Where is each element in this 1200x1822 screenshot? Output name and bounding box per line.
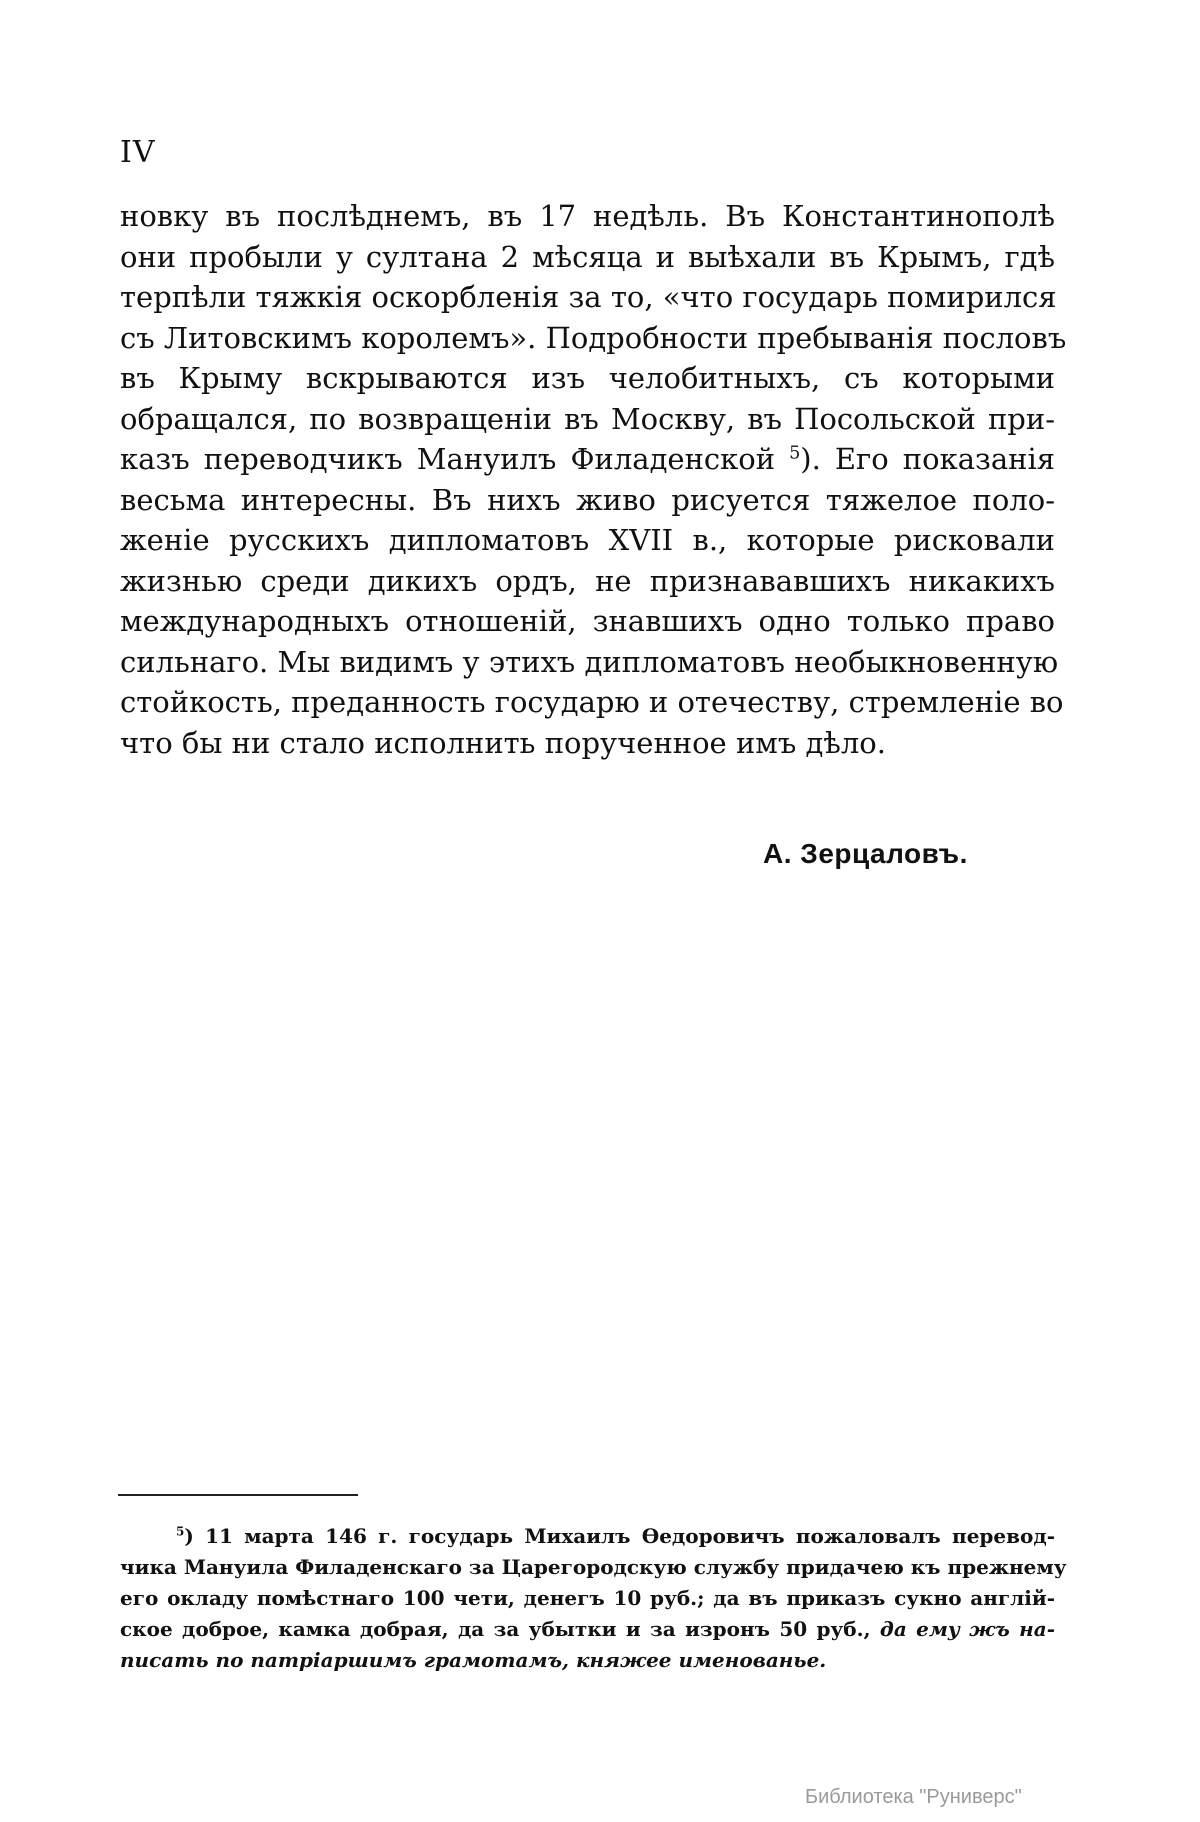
body-line-tail: ). Его показанія bbox=[800, 442, 1056, 476]
footnote-italic-text: писать по патріаршимъ грамотамъ, княжее именованье. bbox=[120, 1648, 827, 1672]
body-line: весьма интересны. Въ нихъ живо рисуется тяжелое поло- bbox=[120, 482, 1055, 517]
body-line: они пробыли у султана 2 мѣсяца и выѣхали въ Крымъ, гдѣ bbox=[120, 239, 1055, 274]
library-watermark: Библиотека "Руниверс" bbox=[805, 1786, 1022, 1808]
body-line: жизнью среди дикихъ ордъ, не признававшихъ никакихъ bbox=[120, 563, 1055, 598]
footnote-line-text: ское доброе, камка добрая, да за убытки и за изронъ 50 руб., bbox=[120, 1617, 871, 1641]
footnote-marker: 5 bbox=[176, 1524, 185, 1539]
body-line: въ Крыму вскрываются изъ челобитныхъ, съ которыми bbox=[120, 361, 1055, 395]
body-line: женіе русскихъ дипломатовъ XVII в., которые рисковали bbox=[120, 523, 1055, 557]
footnote-line: чика Мануила Филаденскаго за Царегородскую службу придачею къ прежнему bbox=[120, 1555, 1067, 1579]
body-line-with-footnote-ref bbox=[120, 439, 1055, 480]
footnote-reference[interactable]: 5 bbox=[789, 443, 801, 464]
body-line: сильнаго. Мы видимъ у этихъ дипломатовъ необыкновенную bbox=[120, 644, 1059, 679]
footnote-line-text: ) 11 марта 146 г. государь Михаилъ Ѳедоровичъ пожаловалъ перевод- bbox=[184, 1524, 1055, 1548]
author-signature: А. Зерцаловъ. bbox=[763, 838, 968, 869]
body-line-text: казъ переводчикъ Мануилъ Филаденской bbox=[120, 442, 776, 476]
body-line: съ Литовскимъ королемъ». Подробности пребыванія пословъ bbox=[120, 320, 1067, 355]
body-line: терпѣли тяжкія оскорбленія за то, «что государь помирился bbox=[120, 280, 1057, 314]
footnote-line bbox=[120, 1521, 1055, 1552]
body-line: стойкость, преданность государю и отечеству, стремленіе во bbox=[120, 685, 1064, 719]
page-number: IV bbox=[120, 135, 156, 170]
body-line: что бы ни стало исполнить порученное имъ дѣло. bbox=[120, 725, 886, 760]
footnote-italic-text: да ему жъ на- bbox=[879, 1617, 1055, 1641]
footnote bbox=[120, 1521, 1067, 1676]
footnote-divider bbox=[118, 1494, 358, 1496]
body-text bbox=[120, 196, 1067, 763]
body-line: новку въ послѣднемъ, въ 17 недѣль. Въ Константинополѣ bbox=[120, 199, 1055, 233]
footnote-line bbox=[120, 1645, 1055, 1676]
body-line: международныхъ отношеній, знавшихъ одно только право bbox=[120, 604, 1055, 638]
footnote-line bbox=[120, 1614, 1055, 1645]
body-line: обращался, по возвращеніи въ Москву, въ Посольской при- bbox=[120, 401, 1055, 436]
footnote-line: его окладу помѣстнаго 100 чети, денегъ 10 руб.; да въ приказъ сукно англій- bbox=[120, 1586, 1055, 1610]
